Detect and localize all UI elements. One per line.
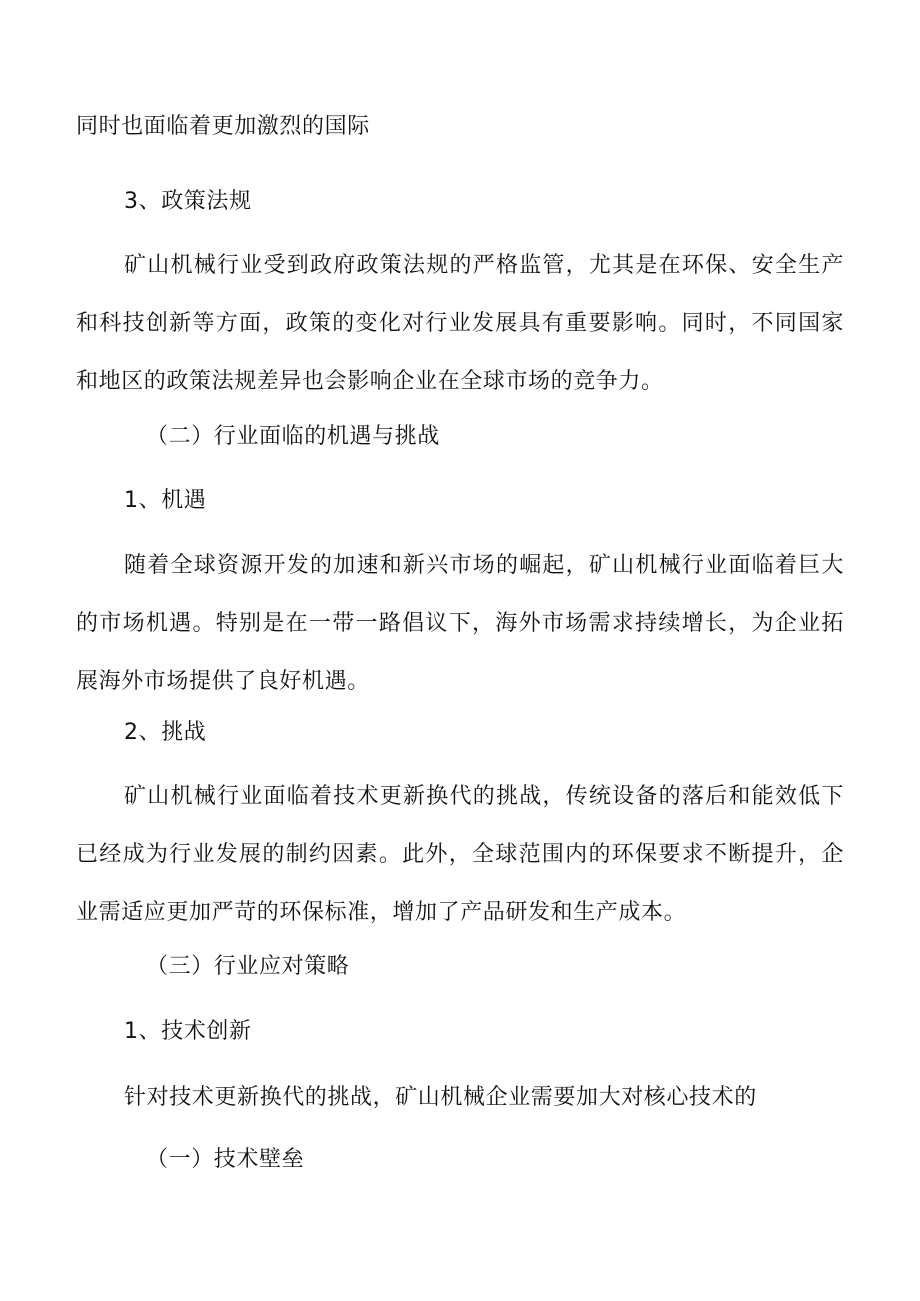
part-3-heading: （三）行业应对策略 (146, 954, 350, 979)
continuation-line: 同时也面临着更加激烈的国际 (76, 114, 370, 139)
challenge-body: 矿山机械行业面临着技术更新换代的挑战，传统设备的落后和能效低下已经成为行业发展的制约因素。此外，全球范围内的环保要求不断提升，企业需适应更加严苛的环保标准，增加了产品研发和生产成本。 (76, 784, 844, 925)
next-heading: （一）技术壁垒 (146, 1147, 305, 1172)
section-3-heading: 3、政策法规 (124, 189, 252, 214)
opportunity-heading: 1、机遇 (124, 488, 207, 513)
tech-innovation-body: 针对技术更新换代的挑战，矿山机械企业需要加大对核心技术的 (124, 1085, 757, 1110)
part-2-heading: （二）行业面临的机遇与挑战 (146, 424, 440, 449)
opportunity-body: 随着全球资源开发的加速和新兴市场的崛起，矿山机械行业面临着巨大的市场机遇。特别是在一带一路倡议下，海外市场需求持续增长，为企业拓展海外市场提供了良好机遇。 (76, 553, 844, 694)
challenge-heading: 2、挑战 (124, 720, 207, 745)
section-3-body: 矿山机械行业受到政府政策法规的严格监管，尤其是在环保、安全生产和科技创新等方面，政策的变化对行业发展具有重要影响。同时，不同国家和地区的政策法规差异也会影响企业在全球市场的竞争力。 (76, 253, 844, 394)
tech-innovation-heading: 1、技术创新 (124, 1019, 252, 1044)
